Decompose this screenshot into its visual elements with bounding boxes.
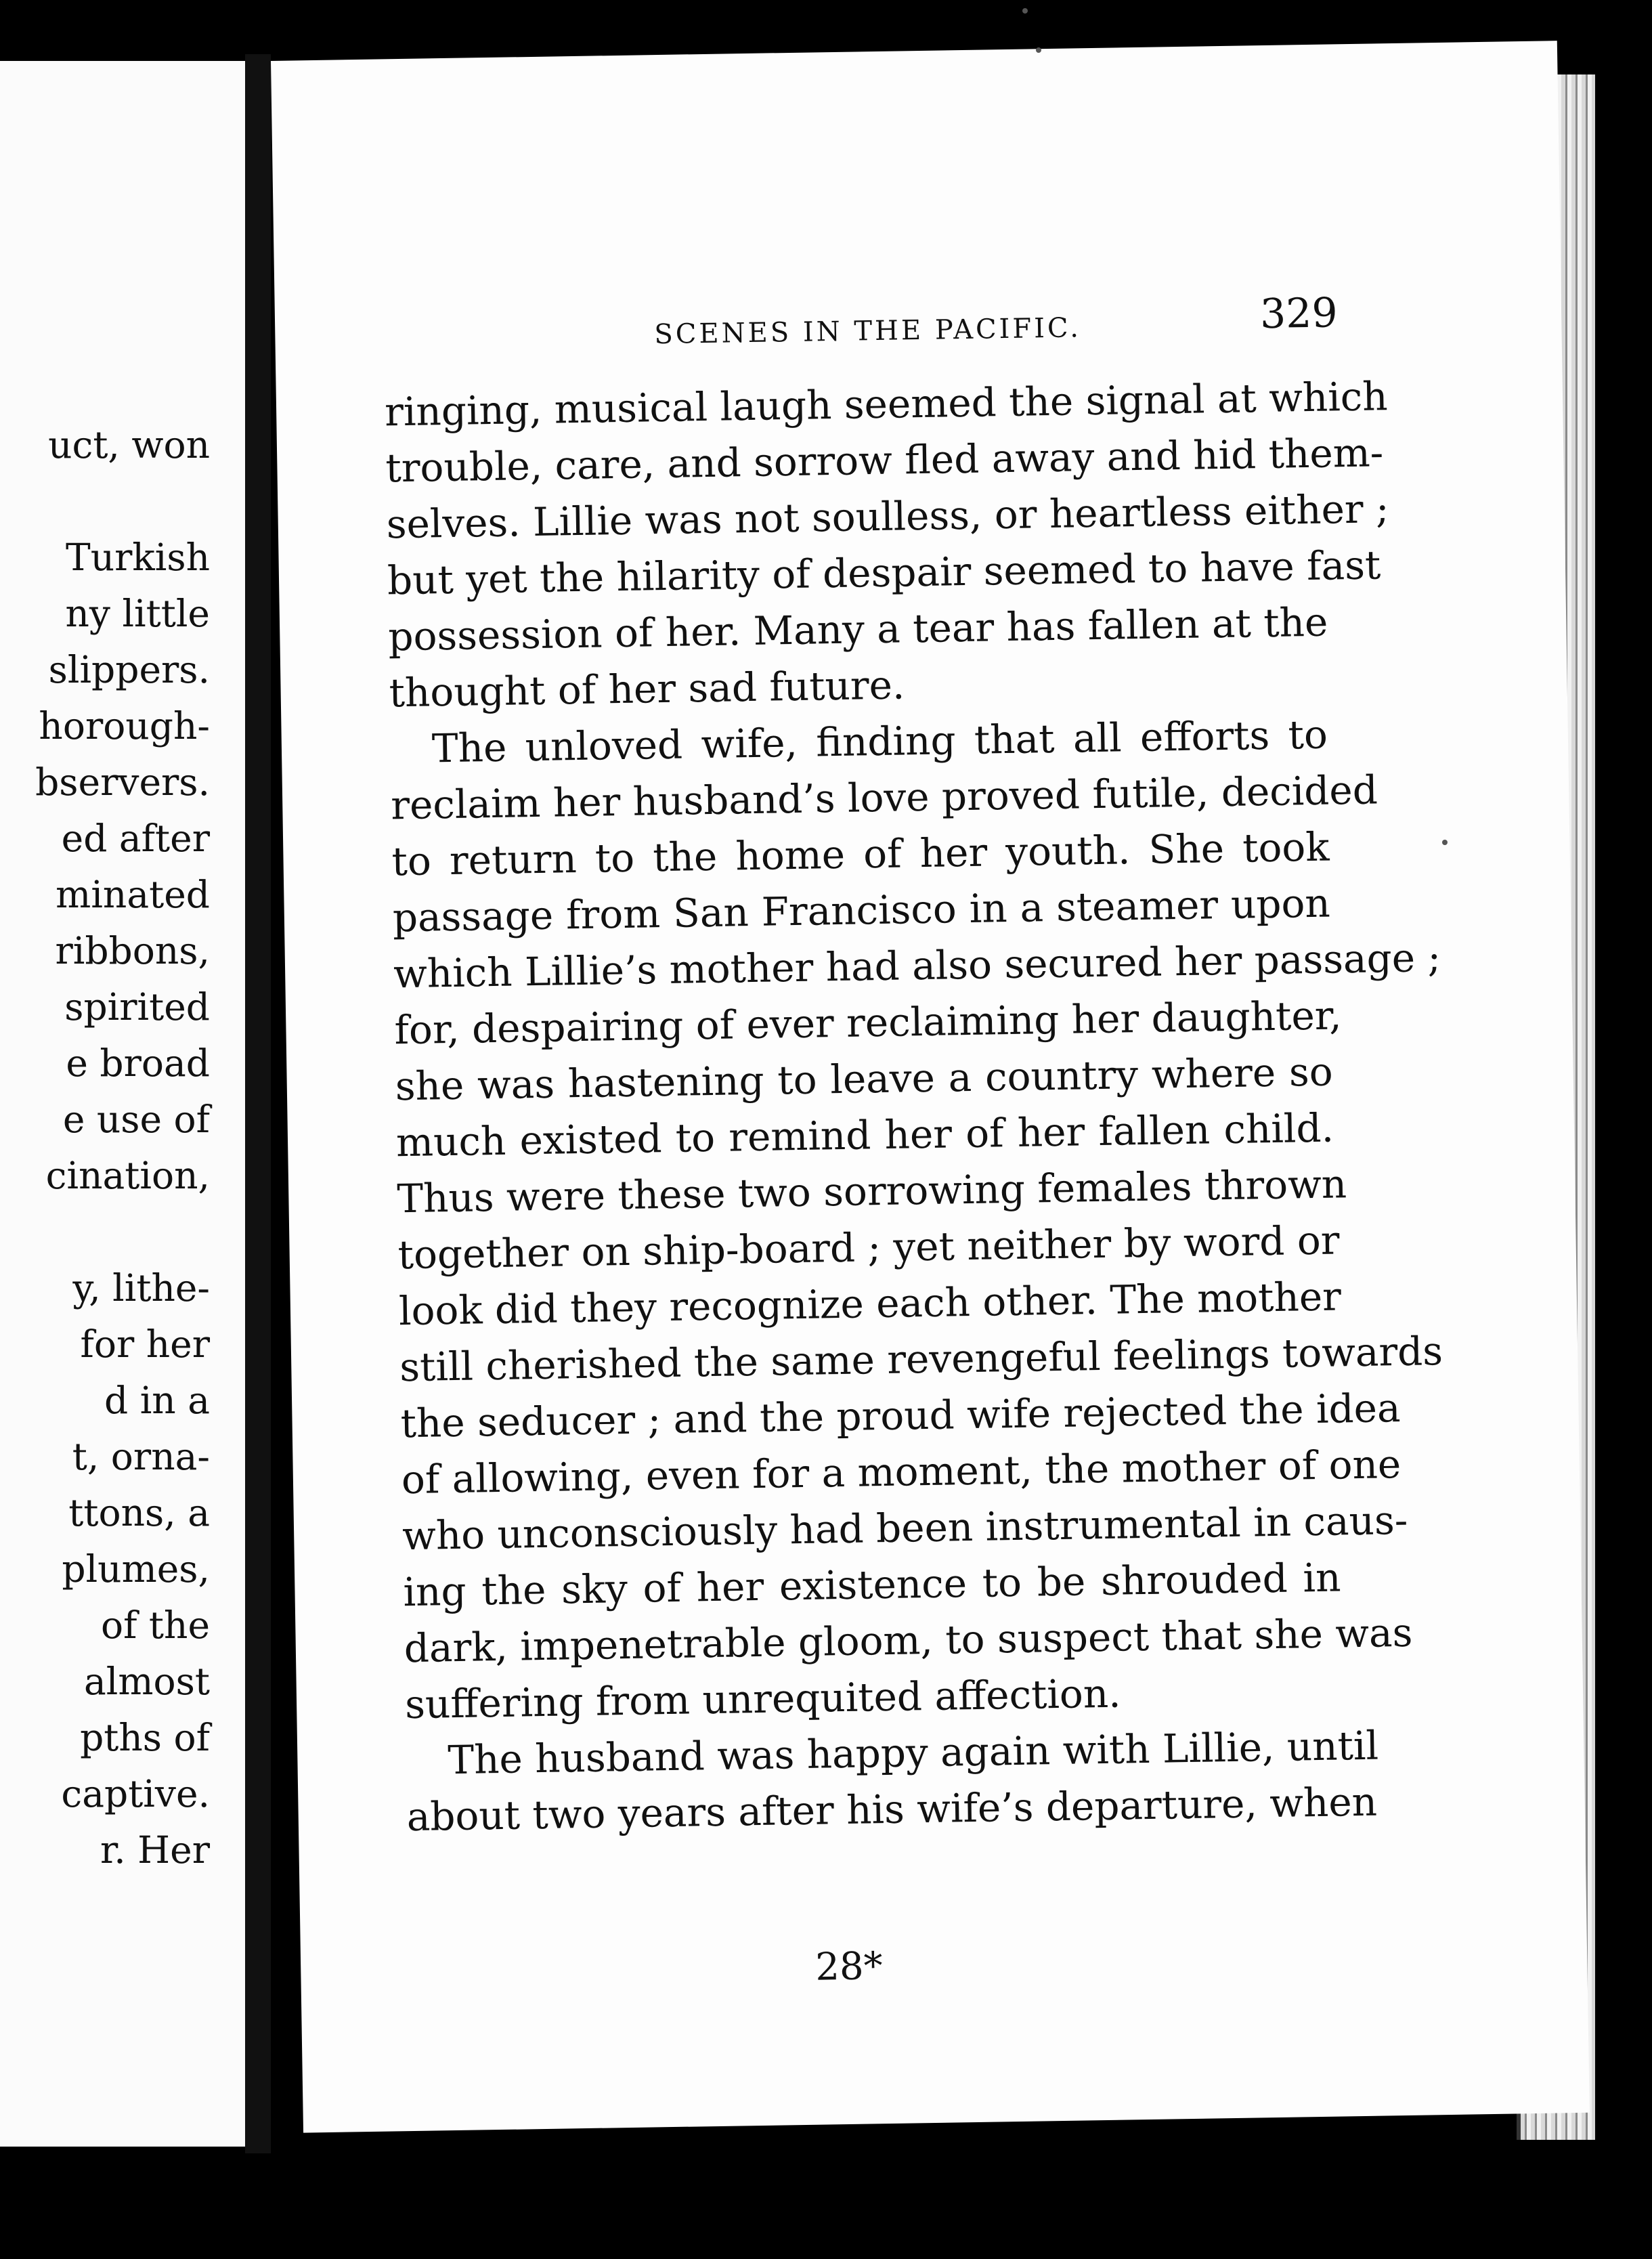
text-line: ing the sky of her existence to be shrouded in (403, 1554, 1341, 1616)
text-line: suffering from unrequited affection. (404, 1670, 1122, 1728)
left-line: Turkish (66, 536, 210, 579)
text-line: together on ship-board ; yet neither by word or (397, 1217, 1340, 1278)
left-line: d in a (104, 1379, 210, 1422)
text-line: Thus were these two sorrowing females thrown (396, 1161, 1347, 1222)
text-line: still cherished the same revengeful feelings towards (399, 1328, 1443, 1391)
dust-speck (1442, 840, 1448, 845)
left-line: uct, won (48, 423, 210, 467)
text-line: reclaim her husband’s love proved futile, decided (390, 767, 1378, 829)
left-line: horough- (39, 704, 210, 748)
left-page (0, 61, 245, 2147)
left-line: cination, (45, 1154, 210, 1197)
left-line: spirited (64, 985, 210, 1029)
text-line: possession of her. Many a tear has fallen at the (387, 599, 1328, 660)
left-line: bservers. (35, 760, 210, 804)
left-line: slippers. (48, 648, 210, 691)
text-line: much existed to remind her of her fallen child. (395, 1104, 1334, 1166)
running-head: SCENES IN THE PACIFIC. (654, 312, 1082, 351)
page-number: 329 (1259, 289, 1339, 339)
dust-speck (1036, 47, 1041, 53)
text-line: for, despairing of ever reclaiming her daughter, (393, 992, 1343, 1054)
text-line: of allowing, even for a moment, the mother of one (401, 1441, 1401, 1503)
left-line: e use of (62, 1098, 210, 1141)
text-line: but yet the hilarity of despair seemed to have fast (387, 542, 1381, 604)
book-gutter (245, 54, 271, 2153)
right-page (271, 41, 1590, 2132)
left-line: of the (100, 1604, 210, 1647)
text-line: to return to the home of her youth. She took (391, 823, 1330, 885)
left-line: for her (80, 1322, 210, 1366)
text-line: trouble, care, and sorrow fled away and hid them- (385, 429, 1384, 492)
left-line: y, lithe- (72, 1266, 210, 1310)
left-line: minated (56, 873, 210, 916)
text-line: The husband was happy again with Lillie, until (447, 1722, 1379, 1784)
text-line: passage from San Francisco in a steamer upon (392, 880, 1331, 941)
left-line: almost (84, 1660, 210, 1703)
left-line: ed after (61, 817, 210, 860)
text-line: which Lillie’s mother had also secured her passage ; (393, 934, 1441, 997)
text-line: ringing, musical laugh seemed the signal at which (384, 373, 1389, 435)
left-line: ny little (65, 592, 210, 635)
text-line: about two years after his wife’s departure, when (406, 1778, 1378, 1841)
body-text (384, 370, 1443, 1845)
text-line: look did they recognize each other. The mother (398, 1273, 1342, 1335)
text-line: she was hastening to leave a country where so (395, 1048, 1334, 1110)
text-line: The unloved wife, finding that all efforts to (431, 711, 1328, 772)
text-line: the seducer ; and the proud wife rejected the idea (400, 1385, 1401, 1447)
left-line: ribbons, (55, 929, 210, 972)
text-line: dark, impenetrable gloom, to suspect that she was (404, 1609, 1413, 1672)
left-line: r. Her (100, 1828, 210, 1872)
text-line: selves. Lillie was not soulless, or heartless either ; (386, 486, 1390, 548)
left-line: e broad (66, 1041, 210, 1085)
dust-speck (1022, 8, 1028, 14)
left-line: captive. (61, 1772, 210, 1815)
text-line: thought of her sad future. (389, 662, 905, 716)
left-line: plumes, (62, 1547, 210, 1591)
left-line: t, orna- (72, 1435, 210, 1478)
signature-mark: 28* (814, 1944, 884, 1989)
left-line: pths of (80, 1716, 210, 1759)
left-line: ttons, a (68, 1491, 210, 1534)
text-line: who unconsciously had been instrumental in caus- (401, 1497, 1408, 1559)
